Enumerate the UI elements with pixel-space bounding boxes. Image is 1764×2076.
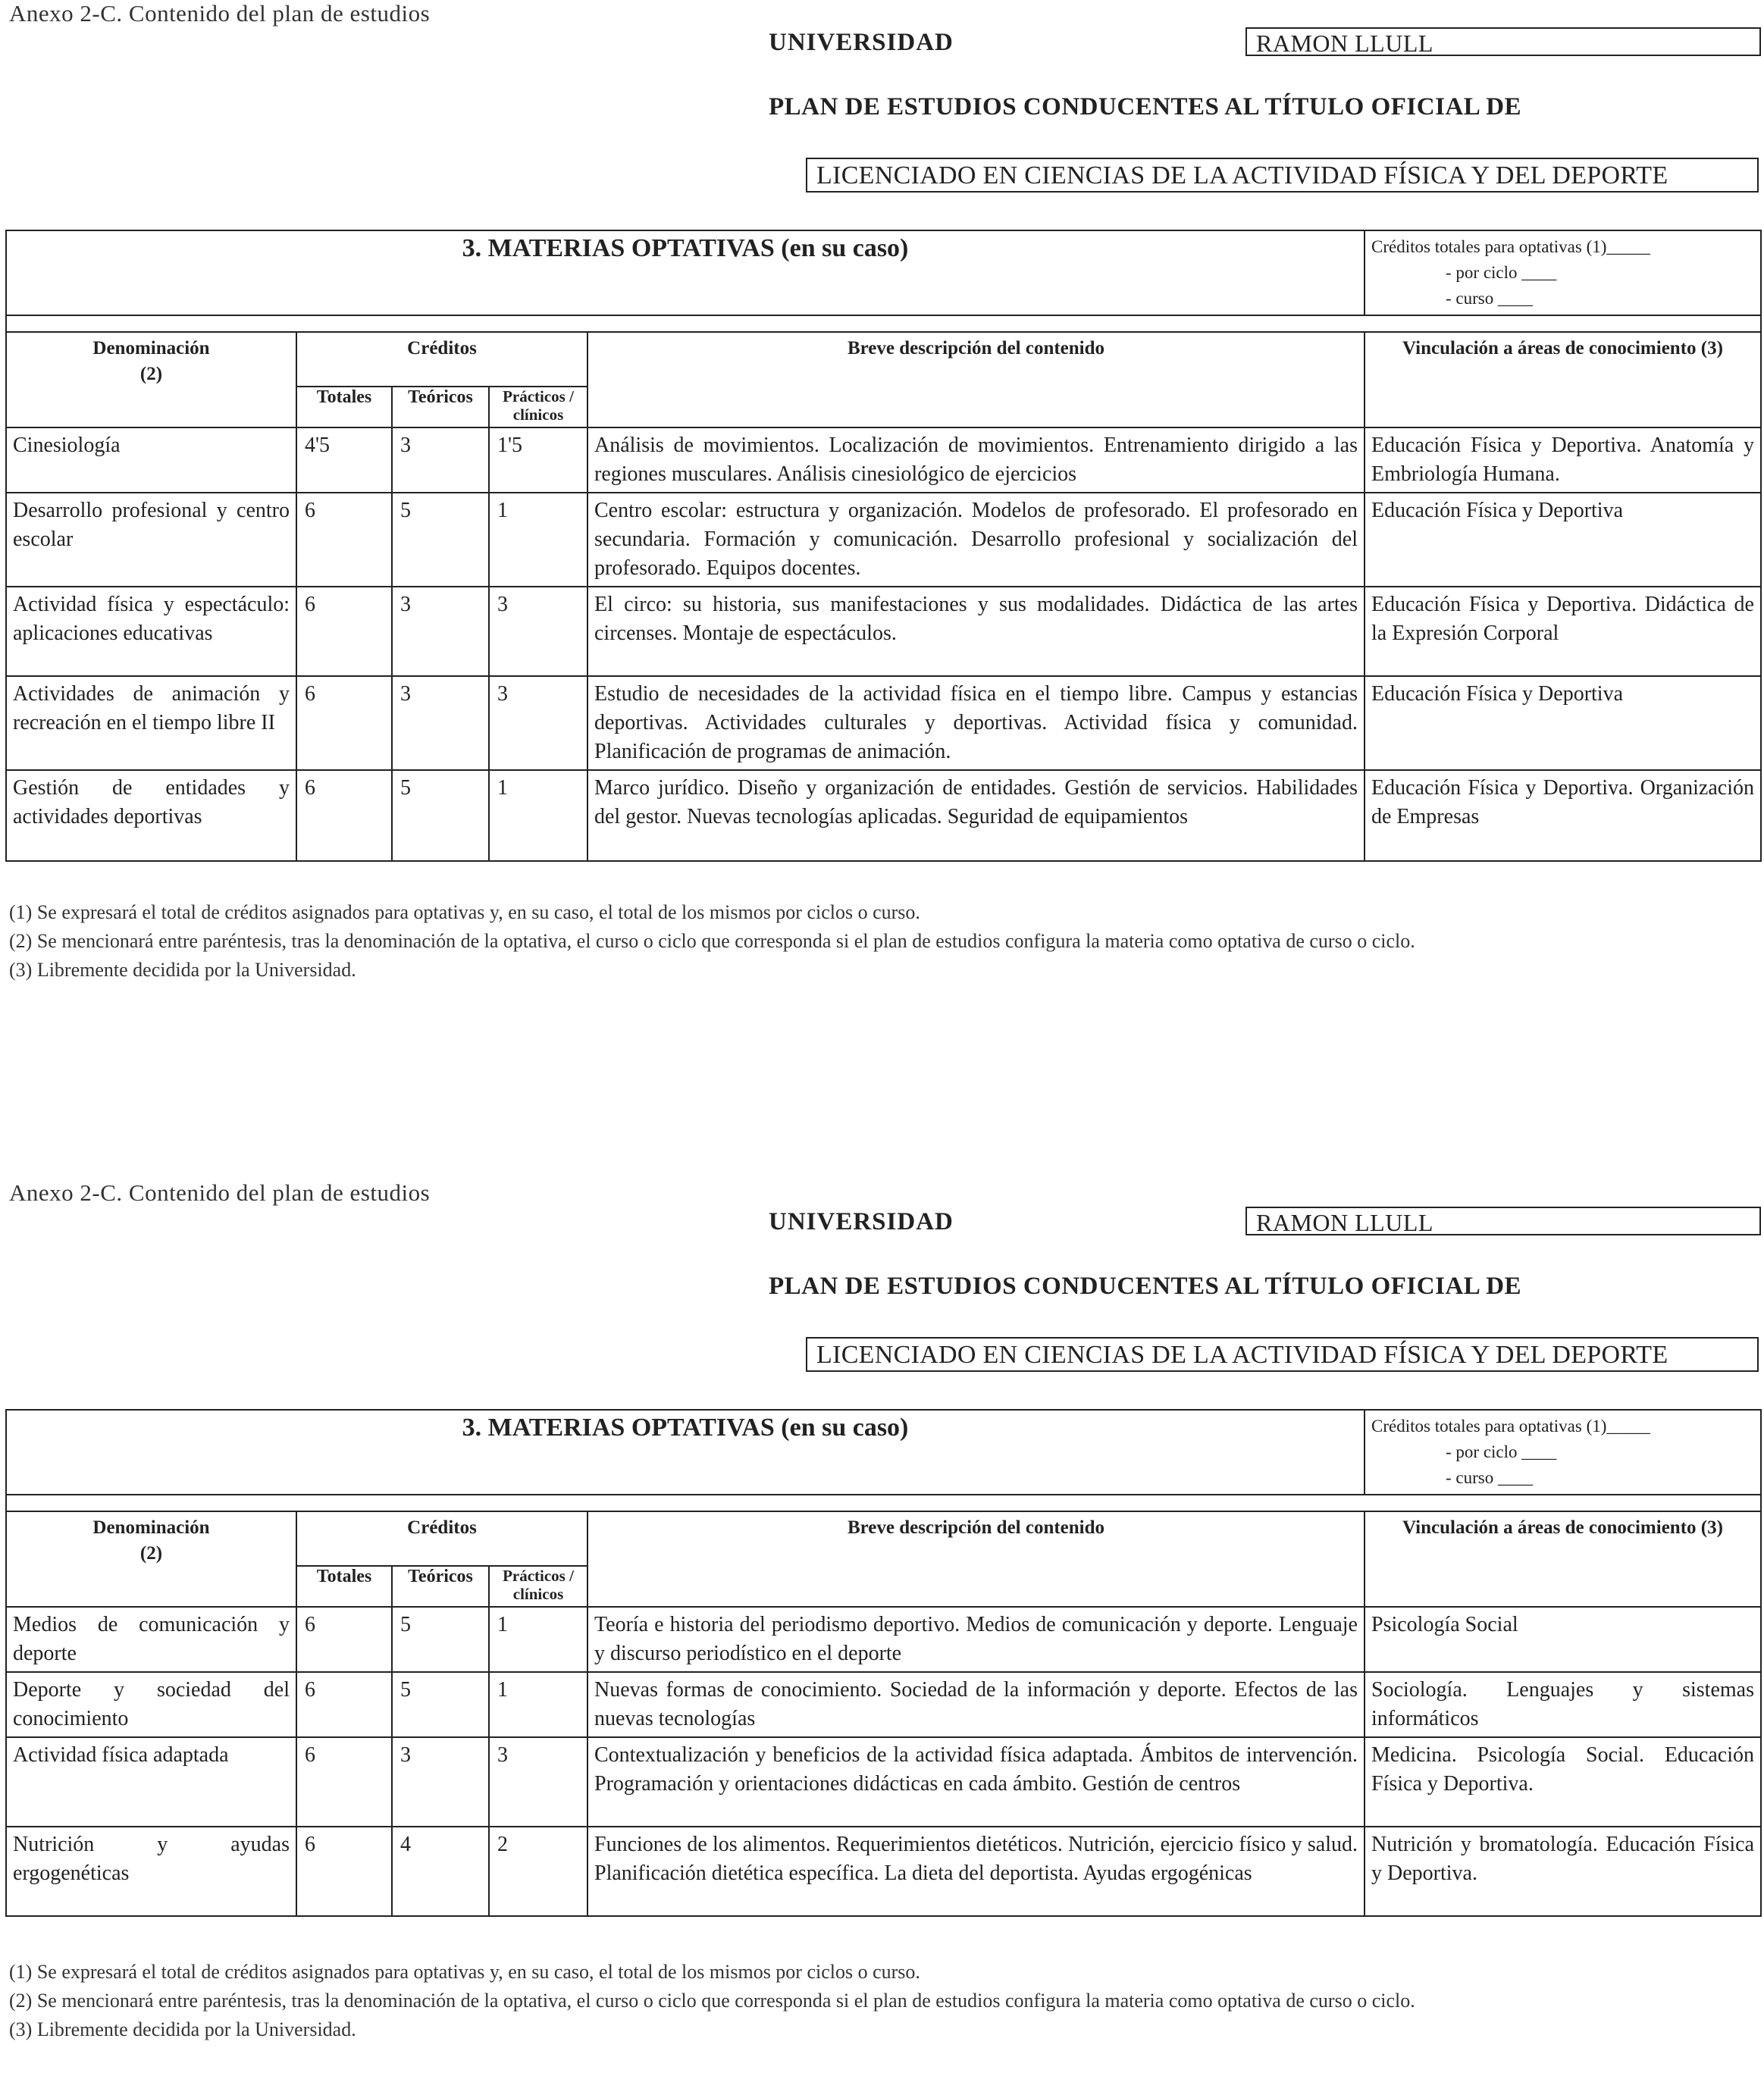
col-denominacion: Denominación (2)	[6, 1511, 296, 1607]
table-row: Nutrición y ayudas ergogenéticas 6 4 2 Funciones de los alimentos. Requerimientos dietéticos. Nutrición, ejercicio físico y salud. Planificación dietética específica. La dieta del deportista. Ayudas ergogénicas Nutrición y bromatología. Educación Física y Deportiva.	[6, 1827, 1761, 1916]
footnote-2: (2) Se mencionará entre paréntesis, tras la denominación de la optativa, el curso o ciclo que corresponda si el plan de estudios configura la materia como optativa de curso o ciclo.	[9, 930, 1415, 952]
footnote-3: (3) Libremente decidida por la Universidad.	[9, 2018, 356, 2040]
footnotes	[9, 1958, 1753, 2044]
table-row: Desarrollo profesional y centro escolar 6 5 1 Centro escolar: estructura y organización. Modelos de profesorado. El profesorado en secundaria. Formación y comunicación. Desarrollo profesional y socialización del profesorado. Equipos docentes. Educación Física y Deportiva	[6, 493, 1761, 587]
university-label: UNIVERSIDAD	[769, 29, 954, 56]
university-name-box: RAMON LLULL	[1245, 27, 1761, 56]
table-row: Gestión de entidades y actividades deportivas 6 5 1 Marco jurídico. Diseño y organización de entidades. Gestión de servicios. Habilidades del gestor. Nuevas tecnologías aplicadas. Seguridad de equipamientos Educación Física y Deportiva. Organización de Empresas	[6, 770, 1761, 861]
col-totales: Totales	[296, 1566, 392, 1607]
per-course-label: - curso ____	[1446, 1468, 1533, 1487]
col-teoricos: Teóricos	[392, 387, 489, 427]
table-row: Actividades de animación y recreación en el tiempo libre II 6 3 3 Estudio de necesidades de la actividad física en el tiempo libre. Campus y estancias deportivas. Actividades culturales y deportivas. Actividad física y comunidad. Planificación de programas de animación. Educación Física y Deportiva	[6, 676, 1761, 770]
table-row: Cinesiología 4'5 3 1'5 Análisis de movimientos. Localización de movimientos. Entrenamiento dirigido a las regiones musculares. Análisis cinesiológico de ejercicios Educación Física y Deportiva. Anatomía y Embriología Humana.	[6, 427, 1761, 493]
credits-totals-info	[1365, 230, 1761, 315]
col-descripcion: Breve descripción del contenido	[587, 332, 1365, 427]
university-label: UNIVERSIDAD	[769, 1208, 954, 1235]
credits-total-label: Créditos totales para optativas (1)_____	[1371, 1417, 1650, 1436]
table-row: Medios de comunicación y deporte 6 5 1 Teoría e historia del periodismo deportivo. Medios de comunicación y deporte. Lenguaje y discurso periodístico en el deporte Psicología Social	[6, 1607, 1761, 1672]
col-teoricos: Teóricos	[392, 1566, 489, 1607]
table-row: Actividad física y espectáculo: aplicaciones educativas 6 3 3 El circo: su historia, sus manifestaciones y sus modalidades. Didáctica de las artes circenses. Montaje de espectáculos. Educación Física y Deportiva. Didáctica de la Expresión Corporal	[6, 587, 1761, 676]
optional-subjects-table	[5, 1409, 1762, 1917]
per-cycle-label: - por ciclo ____	[1446, 263, 1557, 282]
footnote-1: (1) Se expresará el total de créditos asignados para optativas y, en su caso, el total de los mismos por ciclos o curso.	[9, 901, 920, 923]
col-creditos: Créditos	[296, 1511, 587, 1566]
footnote-2: (2) Se mencionará entre paréntesis, tras la denominación de la optativa, el curso o ciclo que corresponda si el plan de estudios configura la materia como optativa de curso o ciclo.	[9, 1990, 1415, 2012]
col-vinculacion: Vinculación a áreas de conocimiento (3)	[1365, 1511, 1761, 1607]
footnote-3: (3) Libremente decidida por la Universidad.	[9, 959, 356, 981]
col-practicos: Prácticos / clínicos	[489, 1566, 587, 1607]
plan-title: PLAN DE ESTUDIOS CONDUCENTES AL TÍTULO OFICIAL DE	[769, 1273, 1522, 1300]
col-creditos: Créditos	[296, 332, 587, 387]
annex-title: Anexo 2-C. Contenido del plan de estudios	[9, 0, 431, 27]
credits-total-label: Créditos totales para optativas (1)_____	[1371, 237, 1650, 256]
optional-subjects-table	[5, 230, 1762, 862]
degree-box: LICENCIADO EN CIENCIAS DE LA ACTIVIDAD FÍSICA Y DEL DEPORTE	[806, 158, 1759, 193]
footnotes	[9, 898, 1753, 985]
col-descripcion: Breve descripción del contenido	[587, 1511, 1365, 1607]
footnote-1: (1) Se expresará el total de créditos asignados para optativas y, en su caso, el total de los mismos por ciclos o curso.	[9, 1961, 920, 1983]
annex-title: Anexo 2-C. Contenido del plan de estudios	[9, 1179, 431, 1206]
plan-title: PLAN DE ESTUDIOS CONDUCENTES AL TÍTULO OFICIAL DE	[769, 93, 1522, 121]
col-vinculacion: Vinculación a áreas de conocimiento (3)	[1365, 332, 1761, 427]
per-course-label: - curso ____	[1446, 289, 1533, 308]
credits-totals-info	[1365, 1410, 1761, 1495]
table-row: Deporte y sociedad del conocimiento 6 5 1 Nuevas formas de conocimiento. Sociedad de la información y deporte. Efectos de las nuevas tecnologías Sociología. Lenguajes y sistemas informáticos	[6, 1672, 1761, 1737]
col-denominacion: Denominación (2)	[6, 332, 296, 427]
university-name-box: RAMON LLULL	[1245, 1207, 1761, 1235]
section-title: 3. MATERIAS OPTATIVAS (en su caso)	[6, 230, 1365, 315]
per-cycle-label: - por ciclo ____	[1446, 1442, 1557, 1461]
col-practicos: Prácticos / clínicos	[489, 387, 587, 427]
col-totales: Totales	[296, 387, 392, 427]
degree-box: LICENCIADO EN CIENCIAS DE LA ACTIVIDAD FÍSICA Y DEL DEPORTE	[806, 1337, 1759, 1372]
section-title: 3. MATERIAS OPTATIVAS (en su caso)	[6, 1410, 1365, 1495]
table-row: Actividad física adaptada 6 3 3 Contextualización y beneficios de la actividad física adaptada. Ámbitos de intervención. Programación y orientaciones didácticas en cada ámbito. Gestión de centros Medicina. Psicología Social. Educación Física y Deportiva.	[6, 1737, 1761, 1827]
